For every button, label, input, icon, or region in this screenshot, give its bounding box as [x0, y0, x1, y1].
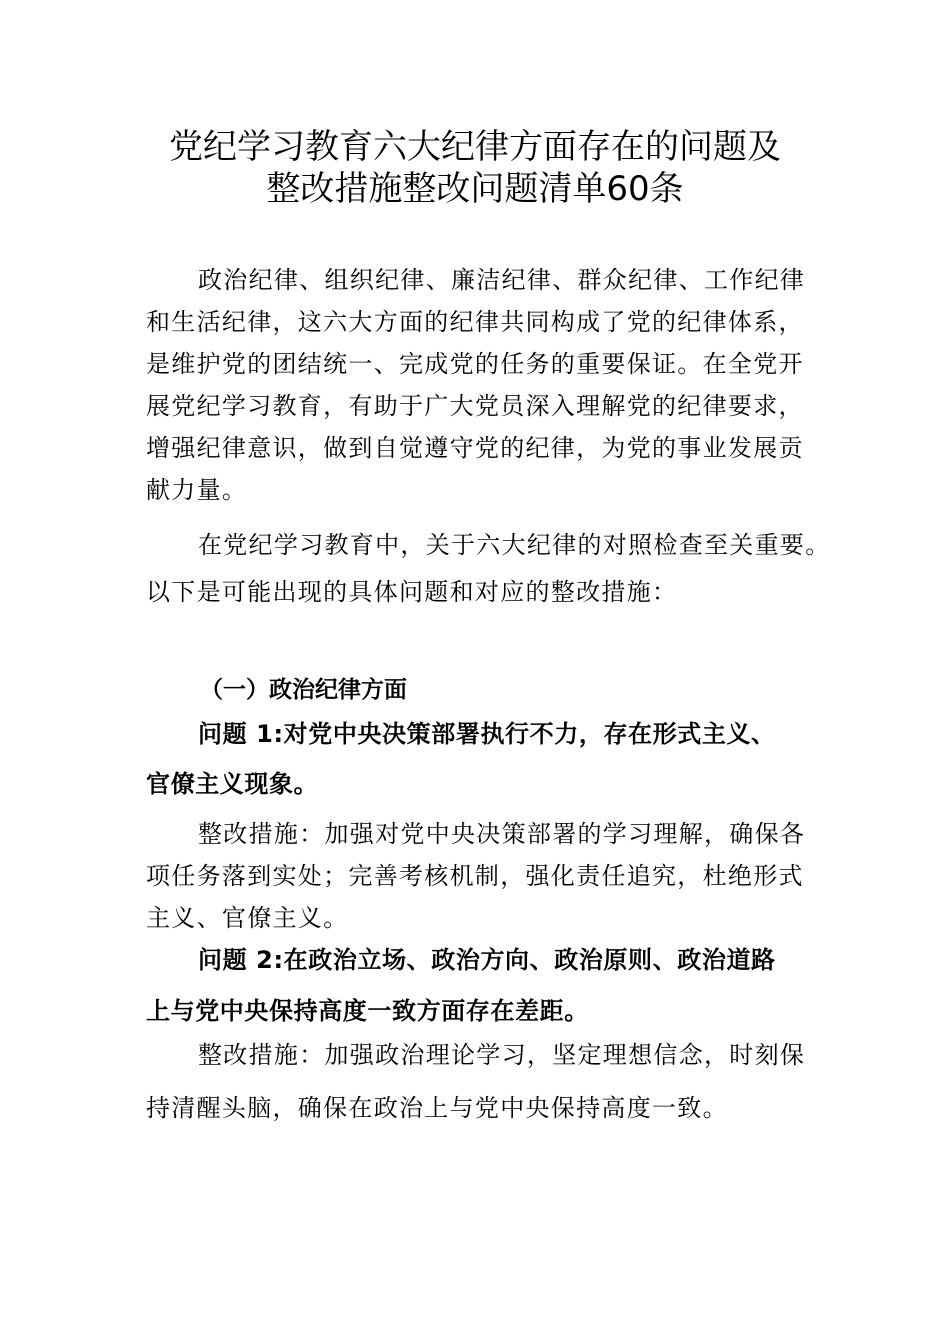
document-title-line-1: 党纪学习教育六大纪律方面存在的问题及 — [169, 127, 781, 167]
text-line: 展党纪学习教育，有助于广大党员深入理解党的纪律要求， — [146, 392, 804, 420]
document-title-line-2: 整改措施整改问题清单60条 — [266, 169, 684, 209]
problem-2 — [146, 939, 806, 1032]
text-line: 在党纪学习教育中，关于六大纪律的对照检查至关重要。 — [198, 531, 831, 559]
text-line: 是维护党的团结统一、完成党的任务的重要保证。在全党开 — [146, 350, 804, 378]
text-line: 献力量。 — [146, 476, 248, 504]
text-line: 增强纪律意识，做到自觉遵守党的纪律，为党的事业发展贡 — [146, 434, 804, 462]
text-line: 整改措施：加强政治理论学习，坚定理想信念，时刻保 — [198, 1041, 806, 1069]
text-line: 以下是可能出现的具体问题和对应的整改措施： — [146, 578, 678, 606]
text-line: 问题 1:对党中央决策部署执行不力，存在形式主义、 — [198, 720, 776, 748]
text-line: 官僚主义现象。 — [146, 770, 319, 798]
measure-2 — [146, 1034, 806, 1129]
intro-paragraph-1 — [146, 259, 806, 511]
text-line: 政治纪律、组织纪律、廉洁纪律、群众纪律、工作纪律 — [198, 266, 806, 294]
text-line: 问题 2:在政治立场、政治方向、政治原则、政治道路 — [198, 946, 776, 974]
problem-1 — [146, 713, 806, 805]
intro-paragraph-2 — [146, 520, 831, 613]
text-line: 上与党中央保持高度一致方面存在差距。 — [146, 997, 589, 1025]
section-heading-political-discipline: （一）政治纪律方面 — [200, 677, 407, 703]
text-line: 持清醒头脑，确保在政治上与党中央保持高度一致。 — [146, 1094, 728, 1122]
text-line: 整改措施：加强对党中央决策部署的学习理解，确保各 — [198, 820, 806, 848]
text-line: 和生活纪律，这六大方面的纪律共同构成了党的纪律体系， — [146, 308, 804, 336]
measure-1 — [146, 813, 806, 939]
text-line: 项任务落到实处；完善考核机制，强化责任追究，杜绝形式 — [146, 862, 804, 890]
text-line: 主义、官僚主义。 — [146, 904, 349, 932]
